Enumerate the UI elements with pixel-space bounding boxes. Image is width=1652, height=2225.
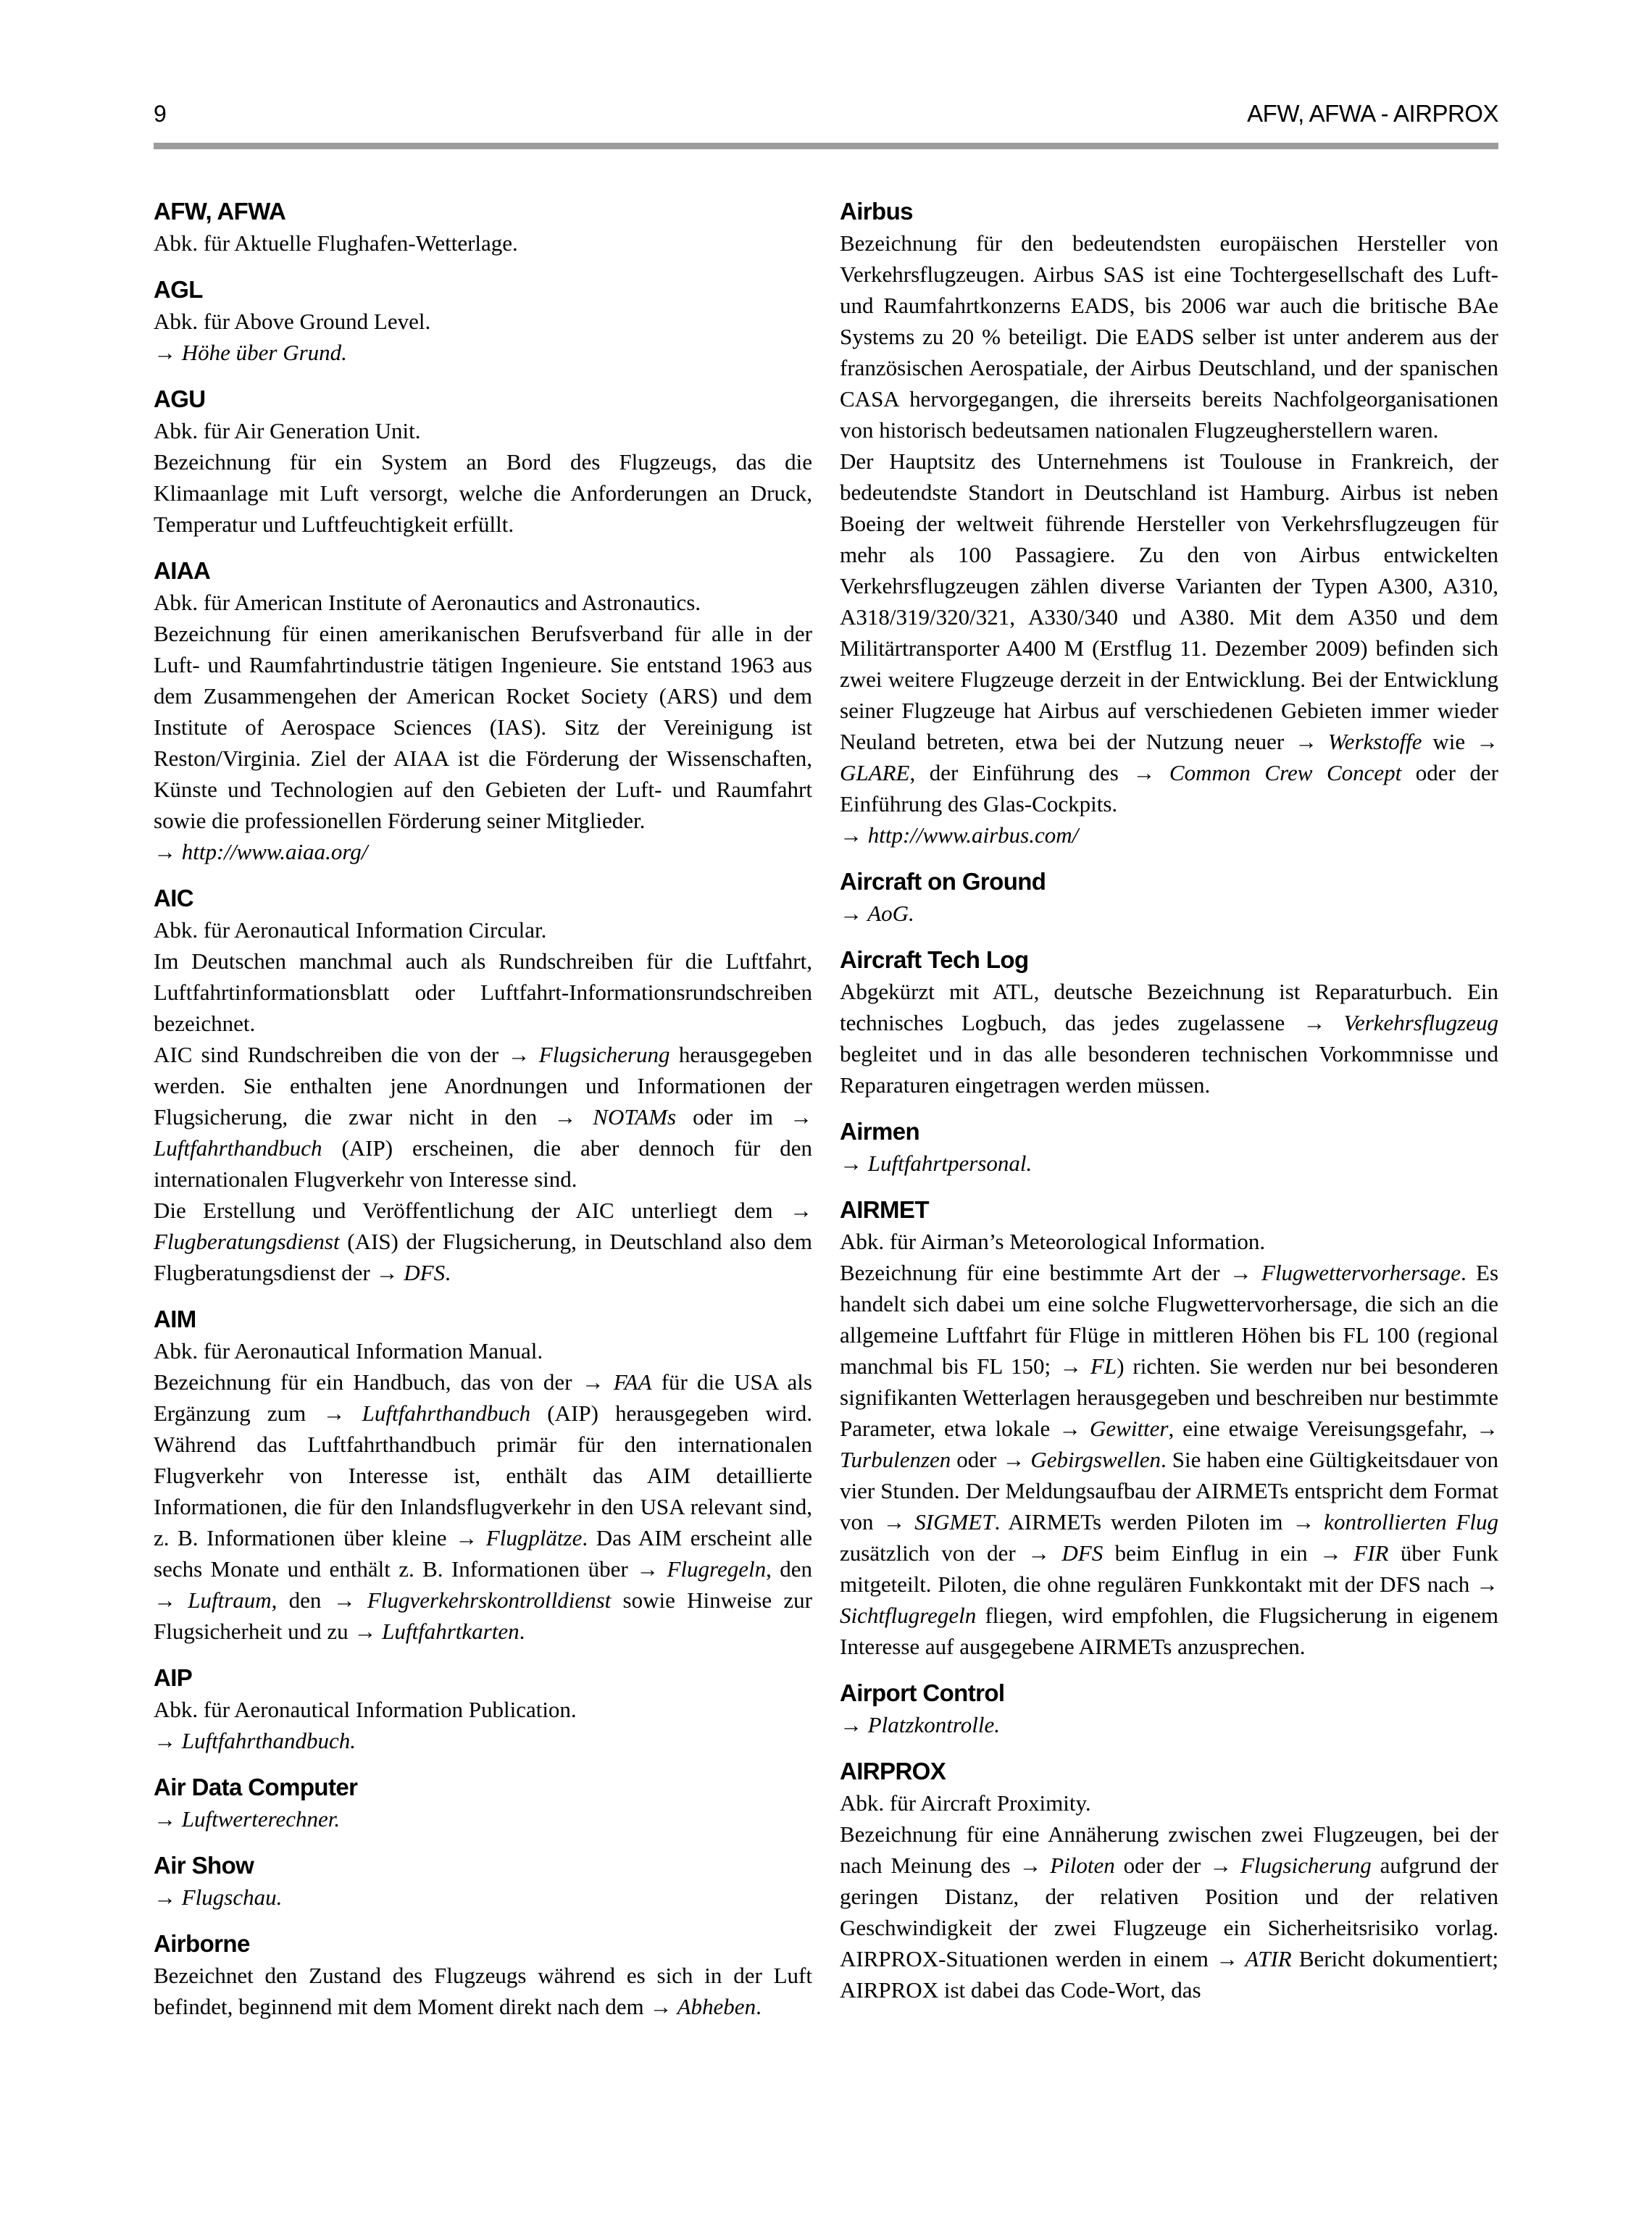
text-run: oder bbox=[951, 1447, 1003, 1472]
text-run: AIC sind Rundschreiben die von der bbox=[154, 1042, 508, 1067]
text-run: Bezeichnung für einen amerikanischen Berufsverband für alle in der Luft- und Raumfahrtindustrie tätigen Ingenieure. Sie entstand 1963 aus dem Zusammengehen der American Rocket Society (ARS) und dem Institute of Aerospace Sciences (IAS). Sitz der Vereinigung ist Reston/Virginia. Ziel der AIAA ist die Förderung der Wissenschaften, Künste und Technologien auf den Gebieten der Luft- und Raumfahrt sowie die professionellen Förderung seiner Mitglieder. bbox=[154, 621, 812, 833]
entry-term: Airmen bbox=[840, 1118, 920, 1145]
text-run: ) richten. Sie werden nur bei besonderen signifikanten Wetterlagen herausgegeben und beschreiben nur bestimmte Parameter, etwa lokale bbox=[840, 1353, 1499, 1441]
cross-reference: → AoG. bbox=[840, 901, 914, 926]
entry-paragraph bbox=[154, 1725, 812, 1756]
glossary-entry bbox=[154, 383, 812, 540]
text-run: , den bbox=[766, 1556, 813, 1582]
cross-reference: → Gebirgswellen bbox=[1002, 1447, 1161, 1472]
glossary-entry bbox=[154, 1662, 812, 1756]
entry-paragraph bbox=[840, 1787, 1498, 1819]
entry-term: AGU bbox=[154, 385, 206, 412]
entry-paragraph bbox=[154, 227, 812, 259]
entry-paragraph bbox=[154, 618, 812, 836]
glossary-entry bbox=[840, 866, 1498, 929]
glossary-entry bbox=[840, 944, 1498, 1101]
text-run: Abk. für Airman’s Meteorological Information. bbox=[840, 1229, 1266, 1254]
entry-term: AIC bbox=[154, 885, 194, 911]
cross-reference: → Abheben bbox=[649, 1994, 756, 2019]
entry-term: Airbus bbox=[840, 198, 913, 225]
text-run: herausgegeben werden. Sie enthalten jene Anordnungen und Informationen der Flugsicherung, die zwar nicht in den bbox=[154, 1042, 812, 1130]
cross-reference: → Luftfahrthandbuch bbox=[154, 1104, 812, 1161]
glossary-entry bbox=[154, 1771, 812, 1834]
cross-reference: → Flugberatungsdienst bbox=[154, 1198, 812, 1254]
entry-paragraph bbox=[154, 836, 812, 867]
text-run: beim Einflug in ein bbox=[1103, 1540, 1319, 1566]
text-run: (AIS) der Flugsicherung, in Deutschland also dem Flugberatungsdienst der bbox=[154, 1229, 812, 1285]
text-run: Abk. für Above Ground Level. bbox=[154, 309, 431, 334]
text-run: oder im bbox=[676, 1104, 790, 1130]
entry-term: AIP bbox=[154, 1664, 193, 1691]
cross-reference: → Luftfahrtpersonal. bbox=[840, 1151, 1032, 1176]
text-run: Bezeichnung für den bedeutendsten europäischen Hersteller von Verkehrsflugzeugen. Airbus SAS ist eine Tochtergesellschaft des Luft- und Raumfahrtkonzerns EADS, bis 2006 war auch die britische BAe Systems zu 20 % beteiligt. Die EADS selber ist unter anderem aus der französischen Aerospatiale, der Airbus Deutschland, und der spanischen CASA hervorgegangen, die ihrerseits bereits Nachfolgeorganisationen von historisch bedeutsamen nationalen Flugzeugherstellern waren. bbox=[840, 230, 1498, 443]
text-run: . Das AIM erscheint alle sechs Monate und enthält z. B. Informationen über bbox=[154, 1525, 812, 1582]
text-run: (AIP) herausgegeben wird. Während das Luftfahrthandbuch primär für den internationalen Flugverkehr von Interesse ist, enthält das AIM detaillierte Informationen, die für den Inlandsflugverkehr in den USA relevant sind, z. B. Informationen über kleine bbox=[154, 1400, 812, 1550]
text-run: . bbox=[445, 1260, 451, 1285]
entry-paragraph bbox=[840, 446, 1498, 819]
cross-reference: → Gewitter bbox=[1059, 1416, 1169, 1441]
entry-term: AIM bbox=[154, 1306, 196, 1332]
text-run: oder der Einführung des Glas-Cockpits. bbox=[840, 760, 1498, 817]
text-run: Bericht dokumentiert; AIRPROX ist dabei das Code-Wort, das bbox=[840, 1946, 1499, 2003]
cross-reference: → kontrollierten Flug bbox=[1292, 1509, 1499, 1535]
text-run: . bbox=[519, 1619, 525, 1644]
cross-reference: → Luftfahrtkarten bbox=[354, 1619, 520, 1644]
text-run: (AIP) erscheinen, die aber dennoch für den internationalen Flugverkehr von Interesse sind. bbox=[154, 1135, 812, 1192]
entry-paragraph bbox=[154, 415, 812, 446]
cross-reference: → Luftfahrthandbuch. bbox=[154, 1728, 356, 1753]
entry-paragraph bbox=[840, 1819, 1498, 2005]
text-run: Abk. für American Institute of Aeronautics and Astronautics. bbox=[154, 590, 701, 615]
glossary-entry bbox=[840, 196, 1498, 851]
text-run: Die Erstellung und Veröffentlichung der AIC unterliegt dem bbox=[154, 1198, 790, 1223]
cross-reference: → FAA bbox=[581, 1369, 652, 1395]
entry-paragraph bbox=[840, 819, 1498, 851]
entry-paragraph bbox=[154, 337, 812, 368]
cross-reference: → Flugschau. bbox=[154, 1884, 283, 1910]
glossary-entry bbox=[840, 1677, 1498, 1740]
cross-reference: → Verkehrsflugzeug bbox=[1303, 1010, 1498, 1035]
page-number: 9 bbox=[154, 101, 167, 127]
glossary-entry bbox=[154, 1303, 812, 1647]
cross-reference: → Common Crew Concept bbox=[1132, 760, 1402, 785]
cross-reference: → SIGMET bbox=[883, 1509, 995, 1535]
entry-term: Air Data Computer bbox=[154, 1774, 358, 1800]
entry-paragraph bbox=[840, 1226, 1498, 1257]
entry-term: AIRMET bbox=[840, 1196, 929, 1223]
text-run: . AIRMETs werden Piloten im bbox=[994, 1509, 1293, 1535]
entry-paragraph bbox=[840, 227, 1498, 446]
entry-paragraph bbox=[154, 1882, 812, 1913]
cross-reference: → DFS bbox=[1027, 1540, 1104, 1566]
cross-reference: → Flugsicherung bbox=[507, 1042, 670, 1067]
cross-reference: → Flugwettervorhersage bbox=[1229, 1260, 1461, 1285]
text-run: Bezeichnung für eine Annäherung zwischen zwei Flugzeugen, bei der nach Meinung des bbox=[840, 1821, 1498, 1878]
entry-paragraph bbox=[154, 306, 812, 337]
cross-reference: → FIR bbox=[1319, 1540, 1389, 1566]
entry-paragraph bbox=[840, 1709, 1498, 1740]
text-run: , der Einführung des bbox=[909, 760, 1133, 785]
entry-paragraph bbox=[154, 587, 812, 618]
entry-paragraph bbox=[154, 1694, 812, 1725]
cross-reference: → http://www.airbus.com/ bbox=[840, 822, 1079, 848]
text-run: Abk. für Aeronautical Information Manual. bbox=[154, 1338, 543, 1364]
cross-reference: → Luftwerterechner. bbox=[154, 1806, 341, 1832]
text-run: fliegen, wird empfohlen, die Flugsicherung in eigenem Interesse auf ausgegebene AIRMETs anzusprechen. bbox=[840, 1603, 1498, 1659]
glossary-entry bbox=[154, 274, 812, 368]
text-run: . bbox=[756, 1994, 762, 2019]
entry-paragraph bbox=[154, 1366, 812, 1647]
cross-reference: → Höhe über Grund. bbox=[154, 340, 347, 365]
text-run: sowie Hinweise zur Flugsicherheit und zu bbox=[154, 1587, 813, 1644]
glossary-entry bbox=[154, 555, 812, 867]
running-head: AFW, AFWA - AIRPROX bbox=[1247, 100, 1498, 127]
entry-term: Aircraft on Ground bbox=[840, 868, 1046, 895]
entry-paragraph bbox=[154, 446, 812, 540]
header-rule bbox=[154, 143, 1498, 149]
entry-paragraph bbox=[840, 1257, 1498, 1662]
text-run: oder der bbox=[1114, 1853, 1210, 1878]
entry-paragraph bbox=[154, 914, 812, 945]
text-run: , eine etwaige Vereisungsgefahr, bbox=[1168, 1416, 1476, 1441]
cross-reference: → Platzkontrolle. bbox=[840, 1712, 1000, 1737]
text-run: Abk. für Aeronautical Information Publication. bbox=[154, 1697, 577, 1722]
column-right bbox=[840, 196, 1498, 2037]
text-run: für die USA als Ergänzung zum bbox=[154, 1369, 812, 1426]
text-run: Im Deutschen manchmal auch als Rundschreiben für die Luftfahrt, Luftfahrtinformationsblatt oder Luftfahrt-Informationsrundschreiben bezeichnet. bbox=[154, 948, 812, 1036]
text-run: Abgekürzt mit ATL, deutsche Bezeichnung ist Reparaturbuch. Ein technisches Logbuch, das jedes zugelassene bbox=[840, 979, 1498, 1035]
cross-reference: → Piloten bbox=[1019, 1853, 1115, 1878]
entry-paragraph bbox=[840, 898, 1498, 929]
text-run: . Sie haben eine Gültigkeitsdauer von vier Stunden. Der Meldungsaufbau der AIRMETs entspricht dem Format von bbox=[840, 1447, 1498, 1535]
cross-reference: → Flugverkehrskontrolldienst bbox=[333, 1587, 612, 1613]
text-run: Abk. für Air Generation Unit. bbox=[154, 418, 421, 443]
entry-term: AFW, AFWA bbox=[154, 198, 286, 225]
entry-paragraph bbox=[154, 1039, 812, 1195]
glossary-entry bbox=[154, 1850, 812, 1913]
page-header bbox=[154, 100, 1498, 128]
entry-paragraph bbox=[154, 945, 812, 1039]
cross-reference: → Flugregeln bbox=[636, 1556, 767, 1582]
text-run: Der Hauptsitz des Unternehmens ist Toulouse in Frankreich, der bedeutendste Standort in Deutschland ist Hamburg. Airbus ist neben Boeing der weltweit führende Hersteller von Verkehrsflugzeugen für mehr als 100 Passagiere. Zu den von Airbus entwickelten Verkehrsflugzeugen zählen diverse Varianten der Typen A300, A310, A318/319/320/321, A330/340 und A380. Mit dem A350 und dem Militärtransporter A400 M (Erstflug 11. Dezember 2009) befinden sich zwei weitere Flugzeuge derzeit in der Entwicklung. Bei der Entwicklung seiner Flugzeuge hat Airbus auf verschiedenen Gebieten immer wieder Neuland betreten, etwa bei der Nutzung neuer bbox=[840, 448, 1498, 754]
content-columns bbox=[154, 196, 1498, 2037]
cross-reference: → NOTAMs bbox=[554, 1104, 677, 1130]
cross-reference: → Turbulenzen bbox=[840, 1416, 1498, 1472]
entry-term: Airport Control bbox=[840, 1679, 1005, 1706]
text-run: Bezeichnung für ein System an Bord des Flugzeugs, das die Klimaanlage mit Luft versorgt, welche die Anforderungen an Druck, Temperatur und Luftfeuchtigkeit erfüllt. bbox=[154, 449, 812, 537]
cross-reference: → Flugplätze bbox=[455, 1525, 583, 1550]
entry-paragraph bbox=[154, 1803, 812, 1834]
text-run: Abk. für Aktuelle Flughafen-Wetterlage. bbox=[154, 230, 518, 256]
cross-reference: → DFS bbox=[375, 1260, 446, 1285]
cross-reference: → FL bbox=[1059, 1353, 1117, 1379]
entry-term: Airborne bbox=[154, 1930, 250, 1957]
text-run: Bezeichnung für eine bestimmte Art der bbox=[840, 1260, 1230, 1285]
glossary-entry bbox=[840, 1756, 1498, 2005]
text-run: zusätzlich von der bbox=[840, 1540, 1028, 1566]
entry-term: AGL bbox=[154, 276, 203, 303]
entry-term: AIRPROX bbox=[840, 1758, 946, 1784]
text-run: . Es handelt sich dabei um eine solche Flugwettervorhersage, die sich an die allgemeine Luftfahrt für Flüge in mittleren Höhen bis FL 100 (regional manchmal bis FL 150; bbox=[840, 1260, 1499, 1379]
cross-reference: → Flugsicherung bbox=[1209, 1853, 1372, 1878]
text-run: Bezeichnung für ein Handbuch, das von der bbox=[154, 1369, 582, 1395]
cross-reference: → Luftraum bbox=[154, 1587, 272, 1613]
text-run: , den bbox=[271, 1587, 333, 1613]
cross-reference: → GLARE bbox=[840, 729, 1498, 785]
entry-paragraph bbox=[154, 1335, 812, 1366]
entry-paragraph bbox=[154, 1195, 812, 1288]
column-left bbox=[154, 196, 812, 2037]
cross-reference: → http://www.aiaa.org/ bbox=[154, 839, 368, 864]
glossary-entry bbox=[154, 196, 812, 259]
entry-term: Air Show bbox=[154, 1852, 254, 1879]
text-run: Abk. für Aircraft Proximity. bbox=[840, 1790, 1091, 1816]
text-run: aufgrund der geringen Distanz, der relativen Position und der relativen Geschwindigkeit der zwei Flugzeuge ein Sicherheitsrisiko vorlag. AIRPROX-Situationen werden in einem bbox=[840, 1853, 1498, 1971]
cross-reference: → Werkstoffe bbox=[1295, 729, 1422, 754]
entry-term: AIAA bbox=[154, 557, 211, 584]
entry-paragraph bbox=[840, 976, 1498, 1101]
glossary-entry bbox=[840, 1116, 1498, 1179]
text-run: über Funk mitgeteilt. Piloten, die ohne regulären Funkkontakt mit der DFS nach bbox=[840, 1540, 1498, 1597]
cross-reference: → Sichtflugregeln bbox=[840, 1571, 1498, 1628]
entry-term: Aircraft Tech Log bbox=[840, 946, 1029, 973]
text-run: Abk. für Aeronautical Information Circular. bbox=[154, 917, 547, 943]
cross-reference: → Luftfahrthandbuch bbox=[322, 1400, 531, 1426]
cross-reference: → ATIR bbox=[1215, 1946, 1292, 1971]
entry-paragraph bbox=[154, 1960, 812, 2022]
text-run: wie bbox=[1422, 729, 1476, 754]
glossary-entry bbox=[154, 1928, 812, 2022]
glossary-entry bbox=[154, 882, 812, 1288]
text-run: Bezeichnet den Zustand des Flugzeugs während es sich in der Luft befindet, beginnend mit dem Moment direkt nach dem bbox=[154, 1963, 812, 2019]
text-run: begleitet und in das alle besonderen technischen Vorkommnisse und Reparaturen eingetragen werden müssen. bbox=[840, 1041, 1498, 1098]
entry-paragraph bbox=[840, 1148, 1498, 1179]
glossary-entry bbox=[840, 1194, 1498, 1662]
